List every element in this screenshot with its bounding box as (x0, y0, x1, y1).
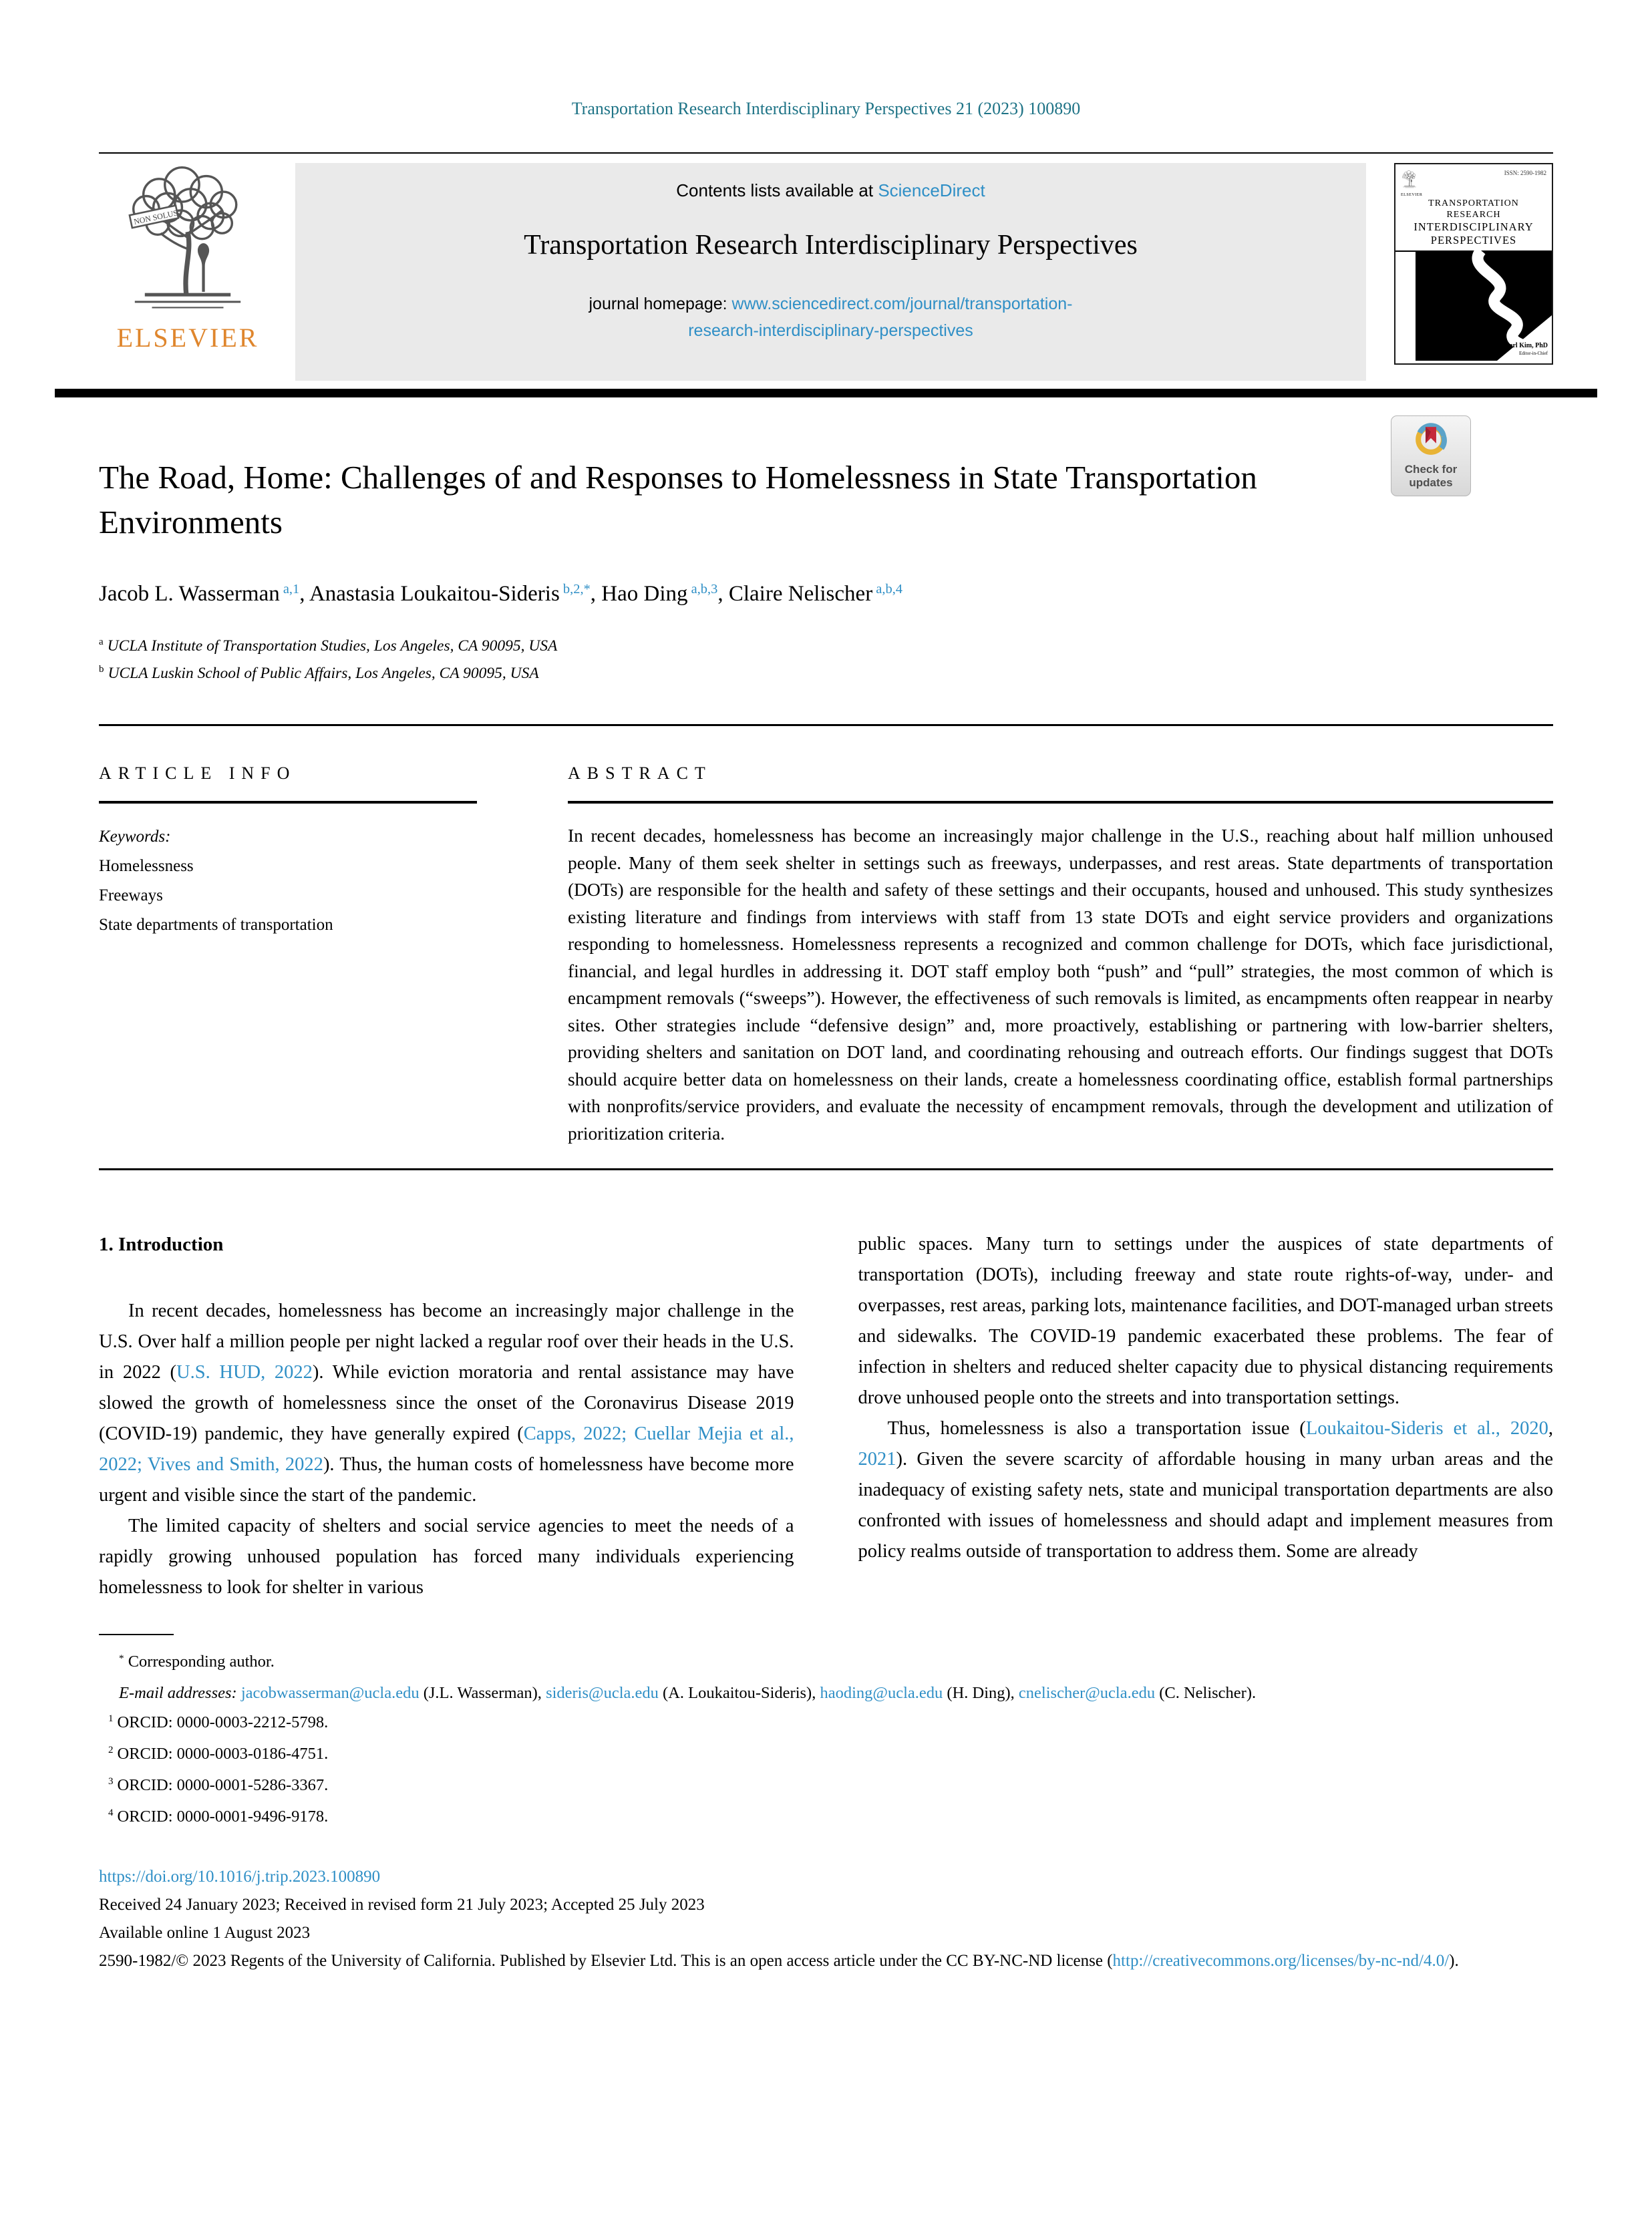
cover-top (1395, 168, 1552, 197)
affiliation-b-text: UCLA Luskin School of Public Affairs, Los Angeles, CA 90095, USA (108, 665, 539, 682)
copyright-line: 2590-1982/© 2023 Regents of the University of California. Published by Elsevier Ltd. This is an open access article under the CC BY-NC-ND license (http://creativecommons.org/licenses/by-nc-nd/4.0/). (99, 1952, 1459, 1970)
link[interactable]: cnelischer@ucla.edu (1018, 1684, 1156, 1702)
link[interactable]: Loukaitou-Sideris et al., 2020 (1305, 1418, 1548, 1439)
journal-banner (295, 163, 1366, 381)
intro-paragraph: Thus, homelessness is also a transportation issue (Loukaitou-Sideris et al., 2020, 2021). Given the severe scarcity of affordable housing in many urban areas and the inadequacy of existing safety nets, state and municipal transportation departments are also confronted with issues of homelessness and should adapt and implement measures from policy realms outside of transportation to address them. Some are already (858, 1418, 1553, 1562)
journal-header (99, 163, 1553, 381)
check-for-updates-badge[interactable] (1391, 415, 1471, 496)
orcid-note (99, 1739, 1553, 1771)
homepage-line1[interactable]: journal homepage: www.sciencedirect.com/journal/transportation- (589, 295, 1073, 313)
check-for-updates-label: Check for updates (1404, 463, 1458, 489)
article-info-heading: ARTICLE INFO (99, 763, 297, 783)
orcid-text: ORCID: 0000-0003-0186-4751. (117, 1745, 329, 1763)
keyword-item: State departments of transportation (99, 916, 333, 934)
affiliation-a (99, 633, 1553, 661)
article-info-column (99, 763, 477, 1147)
cover-title (1395, 198, 1552, 246)
footnotes (99, 1647, 1553, 1834)
cover-issn: ISSN: 2590-1982 (1504, 170, 1546, 176)
abstract-column (568, 763, 1553, 1147)
link[interactable]: 2021 (858, 1449, 896, 1470)
abstract-bottom-rule (99, 1168, 1553, 1170)
orcid-sup: 3 (108, 1776, 114, 1787)
crossmark-icon (1412, 420, 1450, 459)
link[interactable]: sideris@ucla.edu (546, 1684, 659, 1702)
cover-title-line2: RESEARCH (1446, 209, 1501, 220)
abstract-rule (568, 801, 1553, 804)
link[interactable]: U.S. HUD, 2022 (176, 1362, 313, 1383)
author-list: Jacob L. Wasserman $^{a,1}$, Anastasia Loukaitou-Sideris $^{b,2,*}$, Hao Ding $^{a,b,3}$, Claire Nelischer $^{a,b,4}$ (99, 581, 903, 606)
elsevier-tree-icon (116, 163, 259, 321)
header-bottom-bar (55, 389, 1597, 397)
cover-road-art (1395, 248, 1552, 361)
section-heading: 1. Introduction (99, 1234, 224, 1255)
affiliation-b (99, 661, 1553, 688)
affiliations (99, 633, 1553, 688)
orcid-sup: 2 (108, 1745, 114, 1755)
affiliation-a-sup: a (99, 637, 104, 647)
email-addresses-note: E-mail addresses: jacobwasserman@ucla.edu (J.L. Wasserman), sideris@ucla.edu (A. Loukaitou-Sideris), haoding@ucla.edu (H. Ding), cnelischer@ucla.edu (C. Nelischer). (119, 1684, 1257, 1702)
cover-title-line1: TRANSPORTATION (1428, 198, 1519, 208)
available-line: Available online 1 August 2023 (99, 1924, 311, 1942)
cover-elsevier-tree-icon (1401, 170, 1418, 190)
orcid-sup: 1 (108, 1713, 114, 1724)
introduction-section (99, 1229, 1553, 1603)
link[interactable]: Capps, 2022; Cuellar Mejia et al., 2022; Vives and Smith, 2022 (99, 1423, 794, 1475)
elsevier-wordmark: ELSEVIER (116, 323, 259, 353)
running-head: Transportation Research Interdisciplinary Perspectives 21 (2023) 100890 (571, 99, 1081, 118)
link[interactable]: ScienceDirect (878, 180, 985, 200)
abstract-heading: ABSTRACT (568, 763, 712, 783)
contents-line: Contents lists available at ScienceDirect (676, 180, 985, 200)
keyword-item: Freeways (99, 886, 163, 904)
article-title: The Road, Home: Challenges of and Responses to Homelessness in State Transportation Environments (99, 459, 1257, 540)
orcid-note (99, 1802, 1553, 1834)
doi-link[interactable]: https://doi.org/10.1016/j.trip.2023.100890 (99, 1868, 381, 1886)
intro-left-column (99, 1229, 794, 1603)
keywords-label: Keywords: (99, 828, 171, 846)
header-top-rule (99, 152, 1553, 154)
link[interactable]: haoding@ucla.edu (820, 1684, 943, 1702)
orcid-note (99, 1771, 1553, 1802)
abstract-text: In recent decades, homelessness has become an increasingly major challenge in the U.S., reaching about half million unhoused people. Many of them seek shelter in settings such as freeways, underpasses, and rest areas. State departments of transportation (DOTs) are responsible for the health and safety of these settings and their occupants, housed and unhoused. This study synthesizes existing literature and findings from interviews with staff from 13 state DOTs and eight service providers and organizations responding to homelessness. Homelessness represents a recognized and common challenge for DOTs, which face jurisdictional, financial, and legal hurdles in addressing it. DOT staff employ both “push” and “pull” strategies, the most common of which is encampment removals (“sweeps”). However, the effectiveness of such removals is limited, as encampments often reappear in nearby sites. Other strategies include “defensive design” and, more proactively, establishing or partnering with low-barrier shelters, providing shelters and sanitation on DOT land, and coordinating rehousing and outreach efforts. Our findings suggest that DOTs should acquire better data on homelessness on their lands, create a homelessness coordinating office, establish formal partnerships with nonprofits/service providers, and evaluate the necessity of encampment removals, through the development and utilization of prioritization criteria. (568, 825, 1553, 1144)
link[interactable]: www.sciencedirect.com/journal/transportation- (731, 295, 1073, 313)
intro-right-column (858, 1229, 1554, 1603)
footnote-rule (99, 1634, 174, 1635)
corresponding-author-note: * Corresponding author. (119, 1652, 275, 1671)
journal-homepage (295, 291, 1366, 344)
elsevier-logo (99, 163, 277, 381)
cover-title-line4: PERSPECTIVES (1430, 233, 1517, 246)
info-abstract-section (99, 763, 1553, 1170)
intro-paragraph: The limited capacity of shelters and social service agencies to meet the needs of a rapidly growing unhoused population has forced many individuals experiencing homelessness to look for shelter in various (99, 1516, 794, 1598)
intro-paragraph: public spaces. Many turn to settings under the auspices of state departments of transportation (DOTs), including freeway and state route rights-of-way, under- and overpasses, rest areas, parking lots, maintenance facilities, and DOT-managed urban streets and sidewalks. The COVID-19 pandemic exacerbated these problems. The fear of infection in shelters and reduced shelter capacity due to physical distancing requirements drove unhoused people onto the streets and into transportation settings. (858, 1234, 1553, 1408)
link[interactable]: http://creativecommons.org/licenses/by-nc-nd/4.0/ (1112, 1952, 1450, 1970)
orcid-note (99, 1708, 1553, 1739)
link[interactable]: jacobwasserman@ucla.edu (240, 1684, 420, 1702)
affiliation-a-text: UCLA Institute of Transportation Studies, Los Angeles, CA 90095, USA (107, 637, 558, 655)
journal-cover-thumbnail (1394, 163, 1553, 365)
cover-elsevier-label: ELSEVIER (1401, 193, 1423, 197)
received-line: Received 24 January 2023; Received in revised form 21 July 2023; Accepted 25 July 2023 (99, 1896, 705, 1914)
cover-title-line3: INTERDISCIPLINARY (1414, 220, 1534, 234)
orcid-sup: 4 (108, 1808, 114, 1818)
journal-title: Transportation Research Interdisciplinary Perspectives (524, 230, 1138, 261)
affiliation-b-sup: b (99, 664, 104, 675)
orcid-text: ORCID: 0000-0001-9496-9178. (117, 1808, 329, 1826)
link[interactable]: research-interdisciplinary-perspectives (688, 321, 973, 340)
info-top-rule (99, 724, 1553, 726)
keywords-block (99, 822, 477, 940)
keyword-item: Homelessness (99, 857, 194, 875)
cover-editor: Karl Kim, PhD (1504, 342, 1548, 349)
cover-editor-role: Editor-in-Chief (1518, 351, 1548, 356)
intro-paragraph: In recent decades, homelessness has become an increasingly major challenge in the U.S. Over half a million people per night lacked a regular roof over their heads in the U.S. in 2022 (U.S. HUD, 2022). While eviction moratoria and rental assistance may have slowed the growth of homelessness since the onset of the Coronavirus Disease 2019 (COVID-19) pandemic, they have generally expired (Capps, 2022; Cuellar Mejia et al., 2022; Vives and Smith, 2022). Thus, the human costs of homelessness have become more urgent and visible since the start of the pandemic. (99, 1301, 794, 1506)
orcid-text: ORCID: 0000-0003-2212-5798. (117, 1713, 329, 1731)
homepage-line2[interactable] (295, 317, 1366, 344)
article-info-rule (99, 801, 477, 804)
publication-info (99, 1863, 1553, 1975)
orcid-text: ORCID: 0000-0001-5286-3367. (117, 1776, 329, 1794)
